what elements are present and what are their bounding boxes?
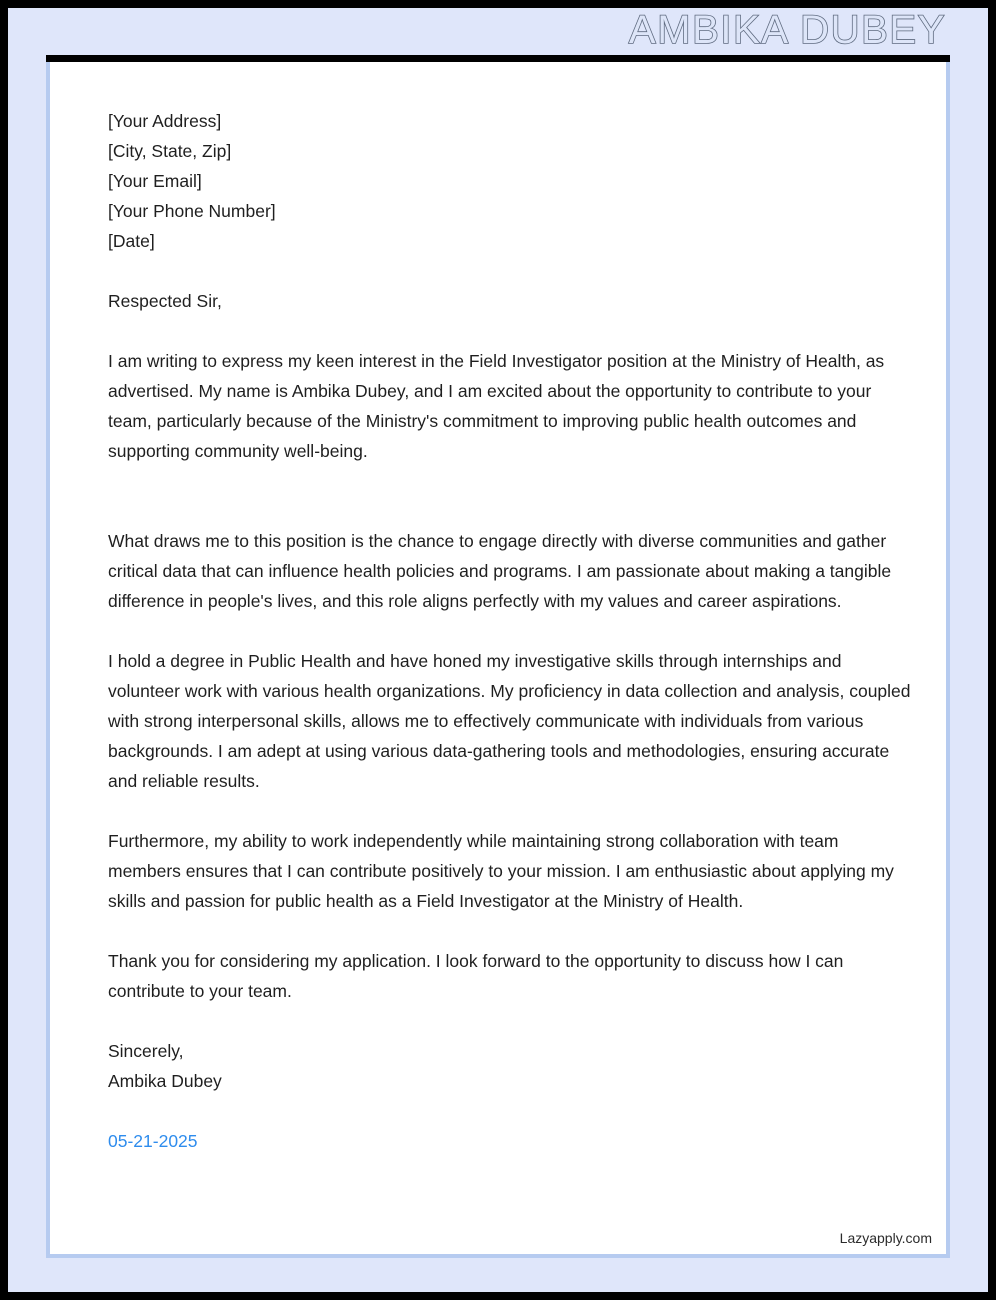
page-canvas	[8, 8, 988, 1292]
spacer	[108, 256, 916, 286]
letter-date: 05-21-2025	[108, 1131, 198, 1151]
body-paragraph-4: Furthermore, my ability to work independently while maintaining strong collaboration with team members ensures that I can contribute positively to your mission. I am enthusiastic about applying my skills and passion for public health as a Field Investigator at the Ministry of Health.	[108, 831, 894, 911]
body-paragraph-3: I hold a degree in Public Health and have honed my investigative skills through internships and volunteer work with various health organizations. My proficiency in data collection and analysis, coupled with strong interpersonal skills, allows me to effectively communicate with individuals from various backgrounds. I am adept at using various data-gathering tools and methodologies, ensuring accurate and reliable results.	[108, 651, 911, 791]
body-paragraph-5: Thank you for considering my application. I look forward to the opportunity to discuss how I can contribute to your team.	[108, 951, 844, 1001]
spacer	[108, 616, 916, 646]
spacer	[108, 316, 916, 346]
body-paragraph-2: What draws me to this position is the chance to engage directly with diverse communities and gather critical data that can influence health policies and programs. I am passionate about making a tangible difference in people's lives, and this role aligns perfectly with my values and career aspirations.	[108, 531, 892, 611]
spacer	[108, 1096, 916, 1126]
spacer	[108, 916, 916, 946]
signature-name: Ambika Dubey	[108, 1071, 222, 1091]
sender-address-block	[108, 106, 916, 256]
sender-date-line: [Date]	[108, 231, 155, 251]
letter-card	[46, 62, 950, 1258]
footer-brand-label: Lazyapply.com	[839, 1230, 932, 1246]
sender-email-line: [Your Email]	[108, 171, 202, 191]
closing-salutation: Sincerely,	[108, 1041, 184, 1061]
salutation: Respected Sir,	[108, 291, 222, 311]
letter-body	[108, 106, 916, 1156]
spacer	[108, 796, 916, 826]
letterhead-header	[8, 8, 988, 55]
sender-phone-line: [Your Phone Number]	[108, 201, 276, 221]
header-divider-rule	[46, 55, 950, 62]
page-title: AMBIKA DUBEY	[628, 8, 946, 52]
sender-address-line: [Your Address]	[108, 111, 222, 131]
spacer	[108, 1006, 916, 1036]
spacer	[108, 466, 916, 526]
body-paragraph-1: I am writing to express my keen interest in the Field Investigator position at the Ministry of Health, as advertised. My name is Ambika Dubey, and I am excited about the opportunity to contribute to your team, particularly because of the Ministry's commitment to improving public health outcomes and supporting community well-being.	[108, 351, 885, 461]
sender-city-line: [City, State, Zip]	[108, 141, 232, 161]
